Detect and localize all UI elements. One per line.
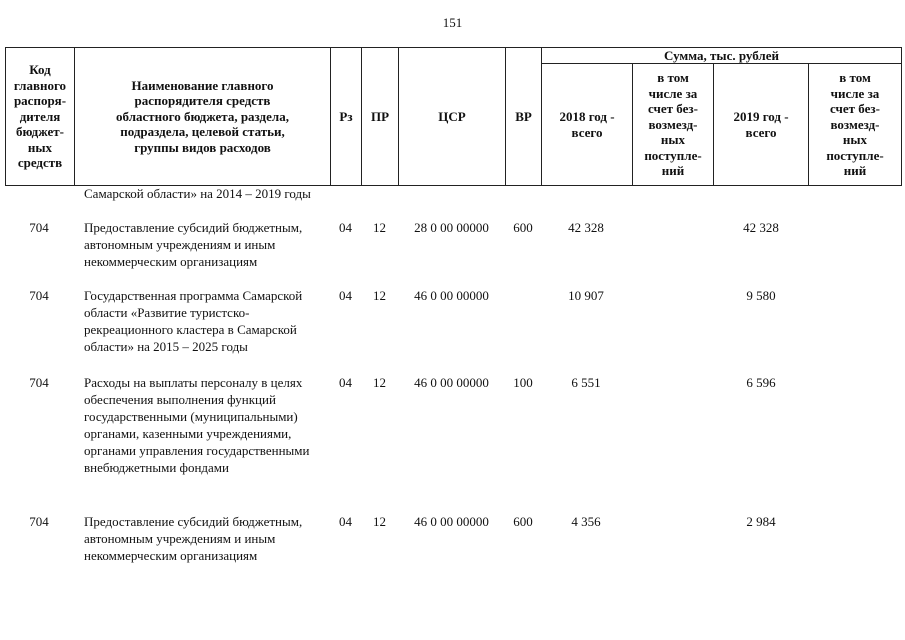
row-rz: 04 — [339, 375, 352, 390]
row-vr: 600 — [513, 220, 533, 235]
row-vr: 100 — [513, 375, 533, 390]
row-code: 704 — [29, 220, 49, 235]
row-code: 704 — [29, 514, 49, 529]
header-pr: ПР — [362, 48, 399, 186]
row-pr: 12 — [373, 288, 386, 303]
row-2019-total: 2 984 — [746, 514, 776, 529]
row-csr: 46 0 00 00000 — [414, 375, 489, 390]
header-2018-grants: в том числе за счет без- возмезд- ных поступле- ний — [633, 64, 714, 186]
row-code: 704 — [29, 288, 49, 303]
row-pr: 12 — [373, 375, 386, 390]
row-2019-total: 42 328 — [743, 220, 779, 235]
row-2019-total: 6 596 — [746, 375, 776, 390]
row-rz: 04 — [339, 288, 352, 303]
row-2019-total: 9 580 — [746, 288, 776, 303]
row-pr: 12 — [373, 220, 386, 235]
row-rz: 04 — [339, 514, 352, 529]
row-2018-total: 10 907 — [568, 288, 604, 303]
header-rz: Рз — [331, 48, 362, 186]
row-csr: 46 0 00 00000 — [414, 288, 489, 303]
row-csr: 28 0 00 00000 — [414, 220, 489, 235]
row-name: Предоставление субсидий бюджетным, автономным учреждениям и иным некоммерческим организациям — [84, 220, 303, 269]
row-pr: 12 — [373, 514, 386, 529]
row-vr: 600 — [513, 514, 533, 529]
row-csr: 46 0 00 00000 — [414, 514, 489, 529]
row-name: Государственная программа Самарской области «Развитие туристско-рекреационного кластера в Самарской области» на 2015 – 2025 годы — [84, 288, 303, 354]
header-code: Код главного распоря- дителя бюджет- ных средств — [6, 48, 75, 186]
header-2018-total: 2018 год - всего — [542, 64, 633, 186]
row-rz: 04 — [339, 220, 352, 235]
row-2018-total: 4 356 — [571, 514, 601, 529]
page-number: 151 — [442, 15, 463, 30]
table-header — [5, 47, 902, 186]
header-csr: ЦСР — [399, 48, 506, 186]
header-name: Наименование главного распорядителя средств областного бюджета, раздела, подраздела, целевой статьи, группы видов расходов — [75, 48, 331, 186]
header-sum-title: Сумма, тыс. рублей — [542, 48, 902, 64]
header-vr: ВР — [506, 48, 542, 186]
row-2018-total: 6 551 — [571, 375, 601, 390]
row-name: Предоставление субсидий бюджетным, автономным учреждениям и иным некоммерческим организациям — [84, 514, 303, 563]
row-2018-total: 42 328 — [568, 220, 604, 235]
header-2019-grants: в том числе за счет без- возмезд- ных поступле- ний — [809, 64, 902, 186]
row-name: Расходы на выплаты персоналу в целях обеспечения выполнения функций государственными (муниципальными) органами, казенными учреждениями, органами управления государственными внебюджетными фондами — [84, 375, 310, 475]
row-name: Самарской области» на 2014 – 2019 годы — [84, 186, 311, 201]
row-code: 704 — [29, 375, 49, 390]
header-2019-total: 2019 год - всего — [714, 64, 809, 186]
